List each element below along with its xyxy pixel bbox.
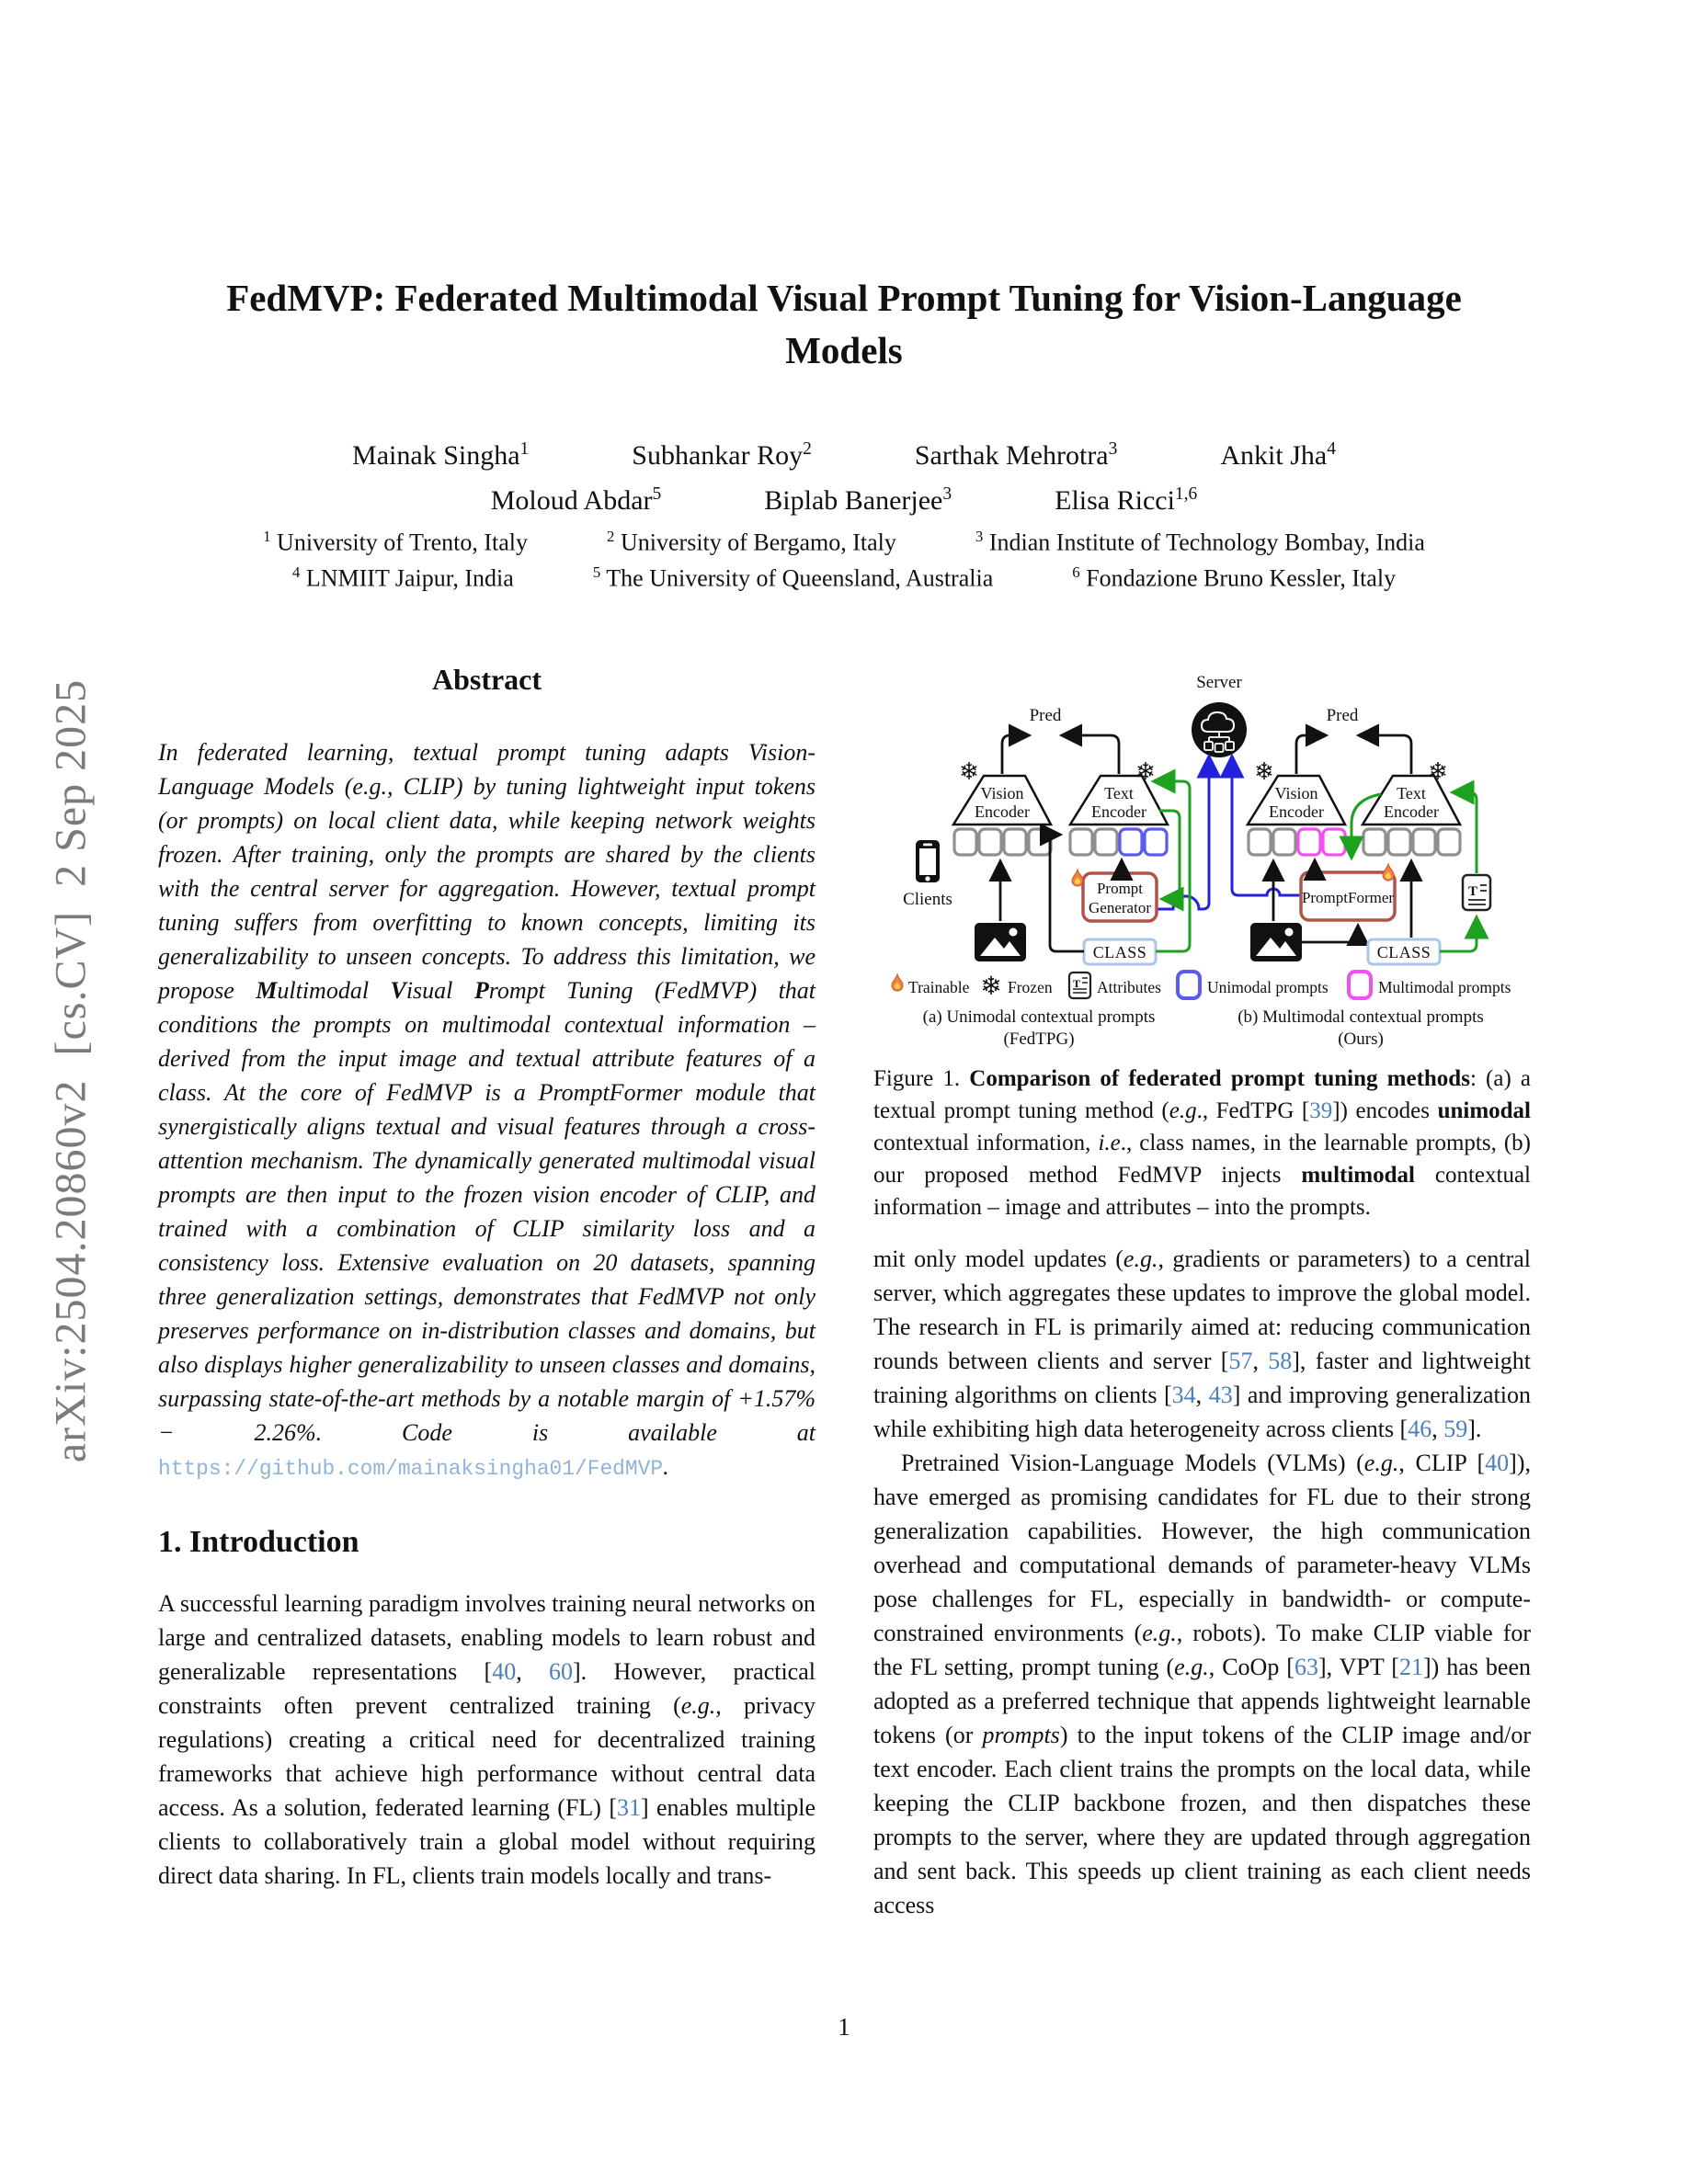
text-segment: e.g. <box>1123 1246 1158 1272</box>
affiliation <box>593 563 993 593</box>
affiliation <box>292 563 514 593</box>
author-affil-sup: 1,6 <box>1174 484 1198 504</box>
author <box>352 439 529 472</box>
affiliation <box>1072 563 1396 593</box>
frozen-snowflake-icon: ❄ <box>959 758 979 785</box>
text-segment: , gradients or parameters) to a central server, which aggregates these updates to improve the global model. The research in FL is primarily aimed at: reducing communication rounds between clients and server [ <box>873 1246 1532 1374</box>
prompt-generator-label: Prompt <box>1096 880 1144 897</box>
code-url-link[interactable]: https://github.com/mainaksingha01/FedMVP <box>158 1457 664 1481</box>
text-segment: contextual information, <box>873 1131 1099 1155</box>
citation-link[interactable]: 59 <box>1443 1416 1468 1442</box>
citation-link[interactable]: 43 <box>1208 1382 1233 1408</box>
citation-link[interactable]: 31 <box>616 1794 641 1821</box>
citation-link[interactable]: 58 <box>1268 1348 1293 1374</box>
vision-encoder-label: Vision <box>1274 784 1318 802</box>
text-segment: ], VPT [ <box>1317 1654 1399 1680</box>
author <box>764 484 952 517</box>
text-segment: ]) has been adopted as a preferred technique that appends lightweight learnable tokens (or <box>873 1654 1531 1748</box>
affil-sup: 1 <box>263 528 271 545</box>
affil-text: Fondazione Bruno Kessler, Italy <box>1086 564 1397 592</box>
text-segment: e.g. <box>680 1692 716 1719</box>
text-segment: contextual information – image and attributes – into the prompts. <box>873 1163 1531 1220</box>
citation-link[interactable]: 34 <box>1171 1382 1196 1408</box>
text-segment: rompt Tuning (FedMVP) that conditions the prompts on multimodal contextual information – derived from the input image and textual attribute features of a class. At the core of FedMVP is a PromptFormer module that synergistically aligns textual and visual features through a cross-attention mechanism. The dynamically generated multimodal visual prompts are then input to the frozen vision encoder of CLIP, and trained with a combination of CLIP similarity loss and a consistency loss. Extensive evaluation on 20 datasets, spanning three generalization settings, demonstrates that FedMVP not only preserves performance on in-distribution classes and domains, but also displays higher generalizability to unseen classes and domains, surpassing state-of-the-art methods by a notable margin of +1.57% − 2.26%. Code is available at <box>158 977 816 1446</box>
affil-text: University of Bergamo, Italy <box>621 529 896 556</box>
figure1-diagram <box>873 654 1531 1050</box>
unimodal-prompt-swatch <box>1178 972 1200 998</box>
text-segment: . <box>663 1453 669 1480</box>
pred-label: Pred <box>1029 706 1062 725</box>
affil-sup: 4 <box>291 563 301 581</box>
figure-legend <box>892 972 1511 1001</box>
text-segment: mit only model updates ( <box>873 1246 1123 1272</box>
text-token-row <box>1363 829 1460 855</box>
affiliation <box>263 528 528 557</box>
token <box>1413 829 1435 855</box>
left-column <box>158 657 815 1893</box>
text-segment: , <box>1431 1416 1444 1442</box>
text-segment: , CLIP [ <box>1398 1450 1486 1476</box>
token <box>1438 829 1460 855</box>
text-encoder-label: Encoder <box>1384 802 1439 821</box>
text-segment: Figure 1. <box>873 1066 970 1091</box>
text-segment: multimodal <box>1301 1163 1415 1188</box>
author-name: Ankit Jha <box>1220 440 1328 471</box>
pred-arrow-vision <box>1296 735 1325 774</box>
text-segment: : (a) a textual prompt tuning method ( <box>873 1066 1532 1123</box>
image-icon <box>975 923 1026 961</box>
class-label: CLASS <box>1376 943 1431 961</box>
text-segment: unimodal <box>1437 1098 1531 1123</box>
unimodal-prompt-token <box>1145 829 1167 855</box>
vision-encoder-label: Encoder <box>1269 802 1324 821</box>
server-label: Server <box>1196 673 1242 692</box>
text-segment: isual <box>405 977 474 1004</box>
text-encoder-label: Text <box>1104 784 1134 802</box>
text-segment: M <box>256 977 278 1004</box>
text-segment: ) to the input tokens of the CLIP image and/or text encoder. Each client trains the prompts on the local data, while keeping the CLIP backbone frozen, and then dispatches these prompts to the server, where they are updated through aggregation and sent back. This speeds up client training as each client needs access <box>873 1722 1531 1918</box>
text-segment: A successful learning paradigm involves training neural networks on large and centralized datasets, enabling models to learn robust and generalizable representations [ <box>158 1590 815 1685</box>
affil-sup: 6 <box>1072 563 1080 581</box>
token <box>1363 829 1386 855</box>
attributes-icon <box>1069 973 1090 998</box>
affil-sup: 2 <box>607 528 615 545</box>
authors-row-2 <box>0 484 1688 517</box>
author-name: Biplab Banerjee <box>764 485 943 516</box>
text-segment: In federated learning, textual prompt tuning adapts Vision-Language Models (e.g., CLIP) by tuning lightweight input tokens (or prompts) on local client data, while keeping network weights frozen. After training, only the prompts are shared by the clients with the central server for aggregation. However, textual prompt tuning suffers from overfitting to known concepts, limiting its generalizability to unseen concepts. To address this limitation, we propose <box>158 739 815 1004</box>
body-paragraph <box>873 1446 1531 1922</box>
text-segment: ., FedTPG [ <box>1196 1098 1310 1123</box>
attributes-glyph: T <box>1467 884 1478 899</box>
legend-multimodal-label: Multimodal prompts <box>1378 978 1511 996</box>
author-name: Moloud Abdar <box>490 485 653 516</box>
frozen-snowflake-icon: ❄ <box>980 973 1002 1001</box>
text-segment: , <box>516 1658 549 1685</box>
server-icon <box>1192 702 1247 757</box>
text-segment: , <box>1252 1348 1269 1374</box>
affil-text: University of Trento, Italy <box>277 529 529 556</box>
class-to-encoder-green-arrow <box>1155 781 1190 951</box>
affiliation <box>607 528 896 557</box>
text-segment: e.g. <box>1363 1450 1399 1476</box>
pred-arrow-text <box>1063 735 1119 774</box>
token <box>1273 829 1295 855</box>
text-segment: Pretrained Vision-Language Models (VLMs) ( <box>901 1450 1364 1476</box>
text-token-row <box>1070 829 1167 855</box>
text-encoder-label: Text <box>1397 784 1426 802</box>
text-segment: V <box>390 977 406 1004</box>
author-name: Subhankar Roy <box>632 440 804 471</box>
image-to-promptformer-arrow <box>1302 927 1358 942</box>
pred-arrow-text <box>1360 735 1411 774</box>
attributes-icon <box>1463 875 1490 910</box>
clients-phone-icon <box>916 840 940 882</box>
arxiv-sidebar-label: arXiv:2504.20860v2 [cs.CV] 2 Sep 2025 <box>46 678 96 1463</box>
author <box>1055 484 1197 517</box>
right-column <box>873 654 1531 1922</box>
text-segment: ultimodal <box>277 977 391 1004</box>
vision-encoder-label: Vision <box>980 784 1024 802</box>
legend-trainable-label: Trainable <box>908 978 970 996</box>
token <box>1249 829 1271 855</box>
token <box>1095 829 1117 855</box>
token <box>979 829 1001 855</box>
text-segment: e.g. <box>1142 1620 1177 1646</box>
attributes-glyph: T <box>1072 977 1081 990</box>
unimodal-prompt-token <box>1120 829 1142 855</box>
subcaption-b-method: (Ours) <box>1338 1029 1384 1049</box>
pred-label: Pred <box>1326 706 1359 725</box>
promptformer-label: PromptFormer <box>1301 889 1395 906</box>
clients-label: Clients <box>903 890 952 909</box>
token <box>1070 829 1092 855</box>
citation-link[interactable]: 60 <box>549 1658 573 1685</box>
author-affil-sup: 1 <box>519 439 530 459</box>
affil-sup: 3 <box>975 528 984 545</box>
affil-text: The University of Queensland, Australia <box>606 564 994 592</box>
author <box>1220 439 1336 472</box>
author-name: Sarthak Mehrotra <box>914 440 1109 471</box>
text-segment: e.g <box>1169 1098 1197 1123</box>
token <box>1004 829 1026 855</box>
text-segment: ]. <box>1467 1416 1482 1442</box>
pred-arrow-vision <box>1002 735 1028 774</box>
trainable-flame-icon <box>1383 864 1394 881</box>
vision-encoder-label: Encoder <box>975 802 1030 821</box>
text-segment: ] and improving generalization while exhibiting high data heterogeneity across clients [ <box>873 1382 1532 1442</box>
text-segment: prompts <box>982 1722 1060 1748</box>
citation-link[interactable]: 40 <box>492 1658 517 1685</box>
frozen-snowflake-icon: ❄ <box>1135 758 1156 785</box>
text-segment: Comparison of federated prompt tuning methods <box>969 1066 1470 1091</box>
panel-a-unimodal <box>903 706 1190 964</box>
subcaption-b: (b) Multimodal contextual prompts <box>1237 1007 1484 1027</box>
author-affil-sup: 5 <box>652 484 662 504</box>
citation-link[interactable]: 39 <box>1309 1098 1333 1123</box>
affil-text: LNMIIT Jaipur, India <box>305 564 514 592</box>
author <box>632 439 812 472</box>
panel-b-multimodal <box>1248 706 1490 964</box>
page-title: FedMVP: Federated Multimodal Visual Prompt Tuning for Vision-Language Models <box>226 277 1462 371</box>
author-affil-sup: 3 <box>942 484 952 504</box>
class-label: CLASS <box>1092 943 1147 961</box>
citation-link[interactable]: 46 <box>1408 1416 1432 1442</box>
trainable-flame-icon <box>892 974 903 991</box>
prompt-generator-label: Generator <box>1089 899 1151 916</box>
citation-link[interactable]: 57 <box>1228 1348 1253 1374</box>
affil-sup: 5 <box>592 563 601 581</box>
trainable-flame-icon <box>1072 870 1083 886</box>
author-name: Mainak Singha <box>352 440 520 471</box>
section-heading-introduction: 1. Introduction <box>158 1525 359 1559</box>
text-segment: ]. However, practical constraints often prevent centralized training ( <box>158 1658 815 1719</box>
text-segment: , <box>1195 1382 1209 1408</box>
multimodal-prompt-token <box>1323 829 1345 855</box>
author-affil-sup: 3 <box>1108 439 1118 459</box>
frozen-snowflake-icon: ❄ <box>1428 758 1448 785</box>
text-segment: , robots). To make CLIP viable for the FL setting, prompt tuning ( <box>873 1620 1532 1680</box>
legend-attributes-label: Attributes <box>1097 978 1161 996</box>
vision-token-row <box>954 829 1051 855</box>
text-segment: ] enables multiple clients to collaboratively train a global model without requiring direct data sharing. In FL, clients train models locally and trans- <box>158 1794 816 1889</box>
author-affil-sup: 2 <box>803 439 812 459</box>
authors-row-1 <box>0 439 1688 472</box>
text-segment: ., class names, in the learnable prompts, (b) our proposed method FedMVP injects <box>873 1131 1531 1188</box>
text-segment: ]), have emerged as promising candidates for FL due to their strong generalization capabilities. However, the high communication overhead and computational demands of parameter-heavy VLMs pose challenges for FL, especially in bandwidth- or compute-constrained environments ( <box>873 1450 1531 1646</box>
token <box>1029 829 1051 855</box>
frozen-snowflake-icon: ❄ <box>1254 758 1274 785</box>
text-segment: P <box>473 977 489 1004</box>
abstract-heading: Abstract <box>431 663 542 696</box>
author <box>491 484 662 517</box>
author-affil-sup: 4 <box>1327 439 1336 459</box>
token <box>1388 829 1410 855</box>
class-to-attributes-green-arrow <box>1440 918 1477 951</box>
citation-link[interactable]: 63 <box>1294 1654 1318 1680</box>
legend-unimodal-label: Unimodal prompts <box>1207 978 1329 996</box>
affiliations-row-2 <box>0 563 1688 593</box>
legend-frozen-label: Frozen <box>1008 978 1053 996</box>
vision-token-row <box>1249 829 1345 855</box>
text-segment: , CoOp [ <box>1208 1654 1295 1680</box>
subcaption-a-method: (FedTPG) <box>1003 1029 1075 1049</box>
text-segment: e.g. <box>1174 1654 1209 1680</box>
author <box>915 439 1118 472</box>
affiliations-row-1 <box>0 528 1688 557</box>
page-number: 1 <box>838 2013 850 2041</box>
text-segment: i.e <box>1098 1131 1121 1155</box>
affil-text: Indian Institute of Technology Bombay, India <box>988 529 1425 556</box>
text-segment: ], faster and lightweight training algorithms on clients [ <box>873 1348 1532 1408</box>
affiliation <box>975 528 1425 557</box>
text-segment: , privacy regulations) creating a critical need for decentralized training frameworks that achieve high performance without central data access. As a solution, federated learning (FL) [ <box>158 1692 815 1821</box>
introduction-paragraph <box>158 1587 815 1893</box>
citation-link[interactable]: 21 <box>1398 1654 1423 1680</box>
image-icon <box>1250 923 1302 961</box>
abstract-paragraph <box>158 735 815 1486</box>
token <box>954 829 976 855</box>
text-encoder-label: Encoder <box>1091 802 1146 821</box>
subcaption-a: (a) Unimodal contextual prompts <box>922 1007 1156 1027</box>
text-segment: ]) encodes <box>1332 1098 1438 1123</box>
figure1-caption <box>873 1063 1531 1223</box>
multimodal-prompt-token <box>1298 829 1320 855</box>
author-name: Elisa Ricci <box>1055 485 1175 516</box>
citation-link[interactable]: 40 <box>1485 1450 1510 1476</box>
multimodal-prompt-swatch <box>1349 972 1371 998</box>
body-paragraph-continued <box>873 1242 1531 1446</box>
